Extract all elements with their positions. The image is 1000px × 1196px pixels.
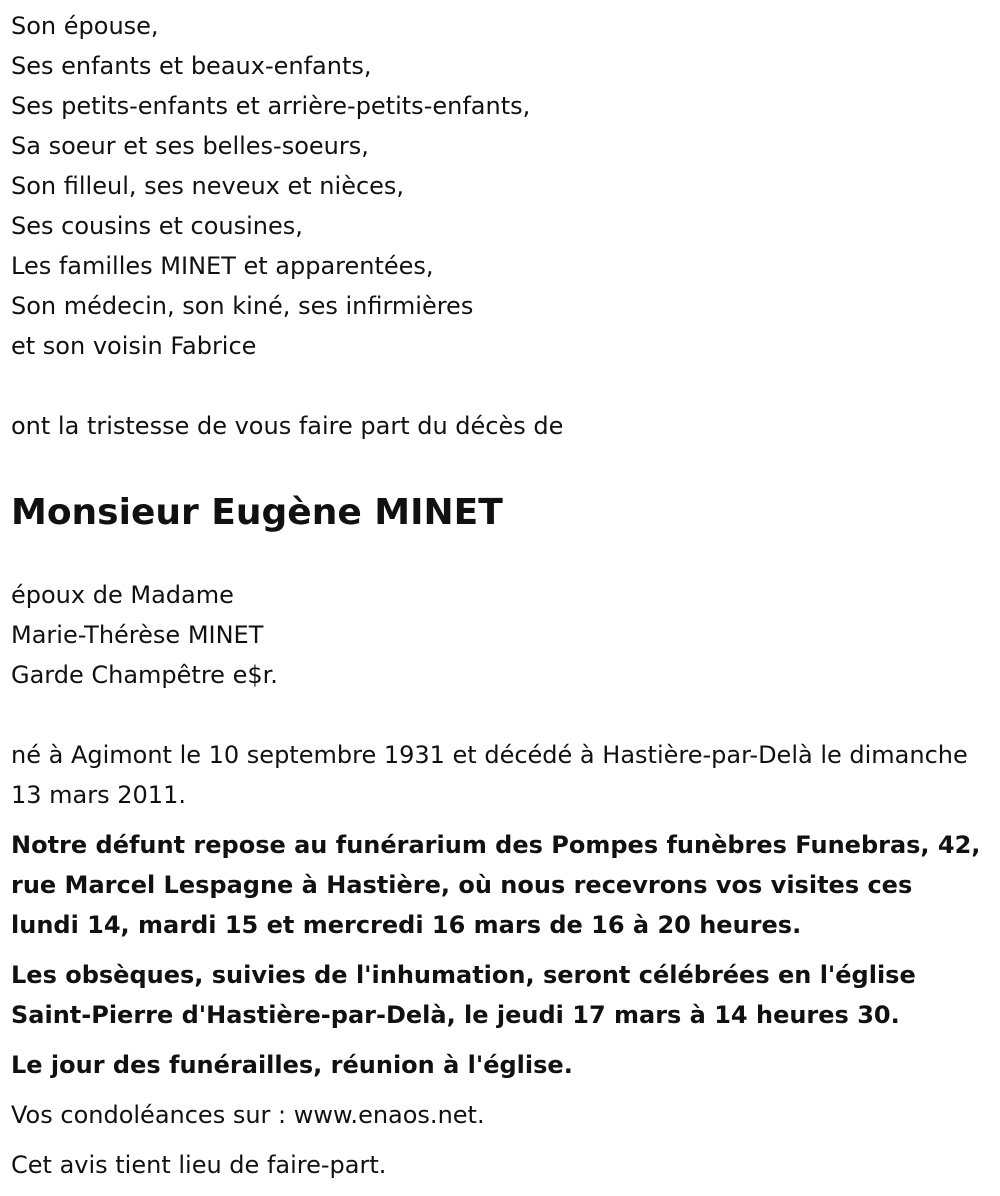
mourner-line: Son médecin, son kiné, ses infirmières bbox=[11, 292, 474, 320]
mourner-line: Les familles MINET et apparentées, bbox=[11, 252, 434, 280]
mourner-line: et son voisin Fabrice bbox=[11, 332, 257, 360]
birth-death-text: né à Agimont le 10 septembre 1931 et décédé à Hastière-par-Delà le dimanche 13 mars 2011. bbox=[11, 741, 968, 809]
mourner-line: Ses cousins et cousines, bbox=[11, 212, 303, 240]
mourner-line: Ses enfants et beaux-enfants, bbox=[11, 52, 372, 80]
mourner-line: Son filleul, ses neveux et nièces, bbox=[11, 172, 405, 200]
mourners-list bbox=[11, 6, 986, 366]
meeting-text: Le jour des funérailles, réunion à l'église. bbox=[11, 1051, 573, 1079]
condolences-text: Vos condoléances sur : www.enaos.net. bbox=[11, 1101, 485, 1129]
deceased-name: Monsieur Eugène MINET bbox=[11, 492, 503, 533]
obituary-notice bbox=[11, 0, 986, 1185]
deceased-details bbox=[11, 575, 986, 695]
mourner-line: Sa soeur et ses belles-soeurs, bbox=[11, 132, 369, 160]
notice-text: Cet avis tient lieu de faire-part. bbox=[11, 1151, 387, 1179]
mourner-line: Son épouse, bbox=[11, 12, 159, 40]
detail-line: Marie-Thérèse MINET bbox=[11, 621, 264, 649]
mourner-line: Ses petits-enfants et arrière-petits-enfants, bbox=[11, 92, 531, 120]
viewing-text: Notre défunt repose au funérarium des Pompes funèbres Funebras, 42, rue Marcel Lespagne à Hastière, où nous recevrons vos visites ces lundi 14, mardi 15 et mercredi 16 mars de 16 à 20 heures. bbox=[11, 831, 981, 939]
announcement-text: ont la tristesse de vous faire part du décès de bbox=[11, 412, 564, 440]
detail-line: Garde Champêtre e$r. bbox=[11, 661, 278, 689]
funeral-text: Les obsèques, suivies de l'inhumation, seront célébrées en l'église Saint-Pierre d'Hastière-par-Delà, le jeudi 17 mars à 14 heures 30. bbox=[11, 961, 916, 1029]
detail-line: époux de Madame bbox=[11, 581, 234, 609]
